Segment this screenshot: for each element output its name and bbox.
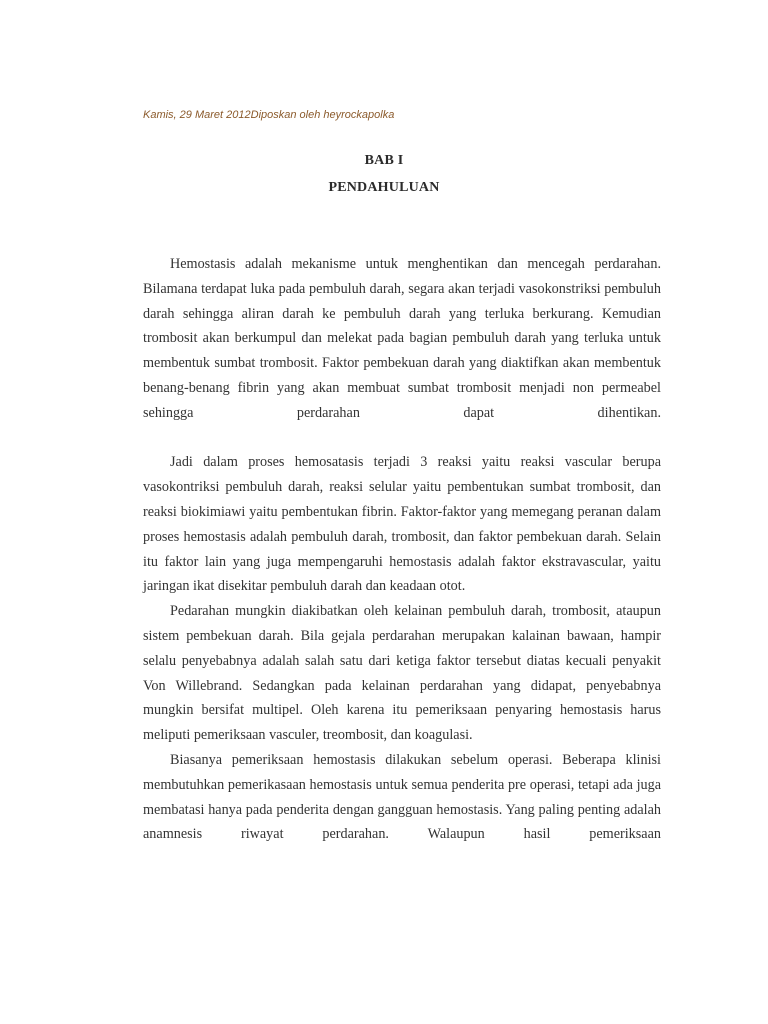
post-date: Kamis, 29 Maret 2012 bbox=[143, 109, 251, 121]
post-author: Diposkan oleh heyrockapolka bbox=[250, 109, 395, 121]
post-meta bbox=[143, 109, 394, 121]
paragraph-1: Hemostasis adalah mekanisme untuk menghentikan dan mencegah perdarahan. Bilamana terdapat luka pada pembuluh darah, segara akan terjadi vasokonstriksi pembuluh darah sehingga aliran darah ke pembuluh darah yang terluka berkurang. Kemudian trombosit akan berkumpul dan melekat pada bagian pembuluh darah yang terluka untuk membentuk sumbat trombosit. Faktor pembekuan darah yang diaktifkan akan membentuk benang-benang fibrin yang akan membuat sumbat trombosit menjadi non permeabel sehingga perdarahan dapat dihentikan. bbox=[143, 256, 661, 421]
chapter-number: BAB I bbox=[364, 153, 404, 168]
document-body bbox=[143, 252, 661, 847]
paragraph-4: Biasanya pemeriksaan hemostasis dilakukan sebelum operasi. Beberapa klinisi membutuhkan pemerikasaan hemostasis untuk semua penderita pre operasi, tetapi ada juga membatasi hanya pada penderita dengan gangguan hemostasis. Yang paling penting adalah anamnesis riwayat perdarahan. Walaupun hasil pemeriksaan bbox=[143, 751, 661, 843]
paragraph-2: Jadi dalam proses hemosatasis terjadi 3 reaksi yaitu reaksi vascular berupa vasokontriksi pembuluh darah, reaksi selular yaitu pembentukan sumbat trombosit, dan reaksi biokimiawi yaitu pembentukan fibrin. Faktor-faktor yang memegang peranan dalam proses hemostasis adalah pembuluh darah, trombosit, dan faktor pembekuan darah. Selain itu faktor lain yang juga mempengaruhi hemostasis adalah faktor ekstravascular, yaitu jaringan ikat disekitar pembuluh darah dan keadaan otot. bbox=[143, 454, 661, 595]
paragraph-3: Pedarahan mungkin diakibatkan oleh kelainan pembuluh darah, trombosit, ataupun sistem pembekuan darah. Bila gejala perdarahan merupakan kalainan bawaan, hampir selalu penyebabnya adalah salah satu dari ketiga faktor tersebut diatas kecuali penyakit Von Willebrand. Sedangkan pada kelainan perdarahan yang didapat, penyebabnya mungkin bersifat multipel. Oleh karena itu pemeriksaan penyaring hemostasis harus meliputi pemeriksaan vasculer, treombosit, dan koagulasi. bbox=[143, 603, 661, 744]
chapter-title: PENDAHULUAN bbox=[328, 180, 440, 195]
